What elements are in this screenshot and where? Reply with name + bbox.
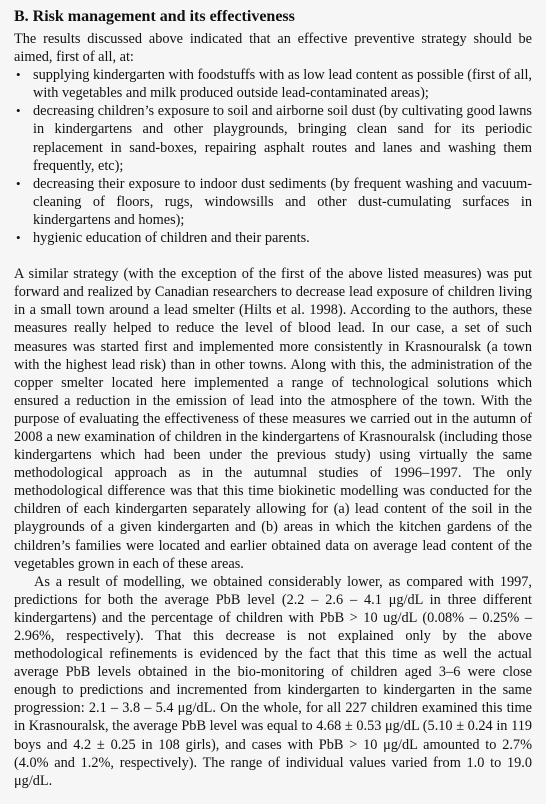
list-item-text: hygienic education of children and their parents. (33, 230, 310, 247)
intro-paragraph: The results discussed above indicated that an effective preventive strategy should be aimed, first of all, at: (14, 31, 532, 66)
measures-list (14, 66, 532, 247)
body-paragraph-1: A similar strategy (with the exception of the first of the above listed measures) was put forward and realized by Canadian researchers to decrease lead exposure of children living in a small town around a lead smelter (Hilts et al. 1998). According to the authors, these measures really helped to reduce the level of blood lead. In our case, a set of such measures was started first and implemented more consistently in Krasnouralsk (a town with the highest lead risk) than in other towns. Along with this, the administration of the copper smelter located here implemented a range of technological solutions which ensured a reduction in the emission of lead into the atmosphere of the town. With the purpose of evaluating the effectiveness of these measures we carried out in the autumn of 2008 a new examination of children in the kindergartens of Krasnouralsk (including those kindergartens which had been under the previous study) using virtually the same methodological approach as in the autumnal studies of 1996–1997. The only methodological difference was that this time biokinetic modelling was conducted for the children of each kindergarten separately allowing for (a) lead content of the soil in the playgrounds of a given kindergarten and (b) areas in which the kitchen gardens of the children’s families were located and earlier obtained data on average lead content of the vegetables grown in each of these areas. (14, 266, 532, 572)
list-item (14, 175, 532, 229)
list-item-text: decreasing children’s exposure to soil and airborne soil dust (by cultivating good lawns in kindergartens and other playgrounds, bringing clean sand for its periodic replacement in sand-boxes, repairing asphalt routes and lanes and washing them frequently, etc); (33, 103, 532, 174)
body-paragraph-2: As a result of modelling, we obtained considerably lower, as compared with 1997, predictions for both the average PbB level (2.2 – 2.6 – 4.1 μg/dL in three different kindergartens) and the percentage of children with PbB > 10 ug/dL (0.08% – 0.25% – 2.96%, respectively). That this decrease is not explained only by the above methodological refinements is evidenced by the fact that this time as well the actual average PbB levels obtained in the bio-monitoring of children aged 3–6 were close enough to predictions and incremented from kindergarten to kindergarten in the same progression: 2.1 – 3.8 – 5.4 μg/dL. On the whole, for all 227 children examined this time in Krasnouralsk, the average PbB level was equal to 4.68 ± 0.53 μg/dL (5.10 ± 0.24 in 119 boys and 4.2 ± 0.25 in 108 girls), and cases with PbB > 10 μg/dL amounted to 2.7% (4.0% and 1.2%, respectively). The range of individual values varied from 1.0 to 19.0 μg/dL. (14, 573, 532, 789)
list-item (14, 229, 532, 247)
bullet-icon: • (16, 67, 21, 83)
bullet-icon: • (16, 103, 21, 119)
list-item (14, 102, 532, 174)
bullet-icon: • (16, 230, 21, 246)
list-item (14, 66, 532, 102)
list-item-text: supplying kindergarten with foodstuffs with as low lead content as possible (first of all, with vegetables and milk produced outside lead-contaminated areas); (33, 67, 532, 102)
list-item-text: decreasing their exposure to indoor dust sediments (by frequent washing and vacuum-cleaning of floors, rugs, windowsills and other dust-cumulating surfaces in kindergartens and homes); (33, 175, 532, 228)
section-heading: B. Risk management and its effectiveness (14, 8, 295, 25)
bullet-icon: • (16, 175, 21, 191)
